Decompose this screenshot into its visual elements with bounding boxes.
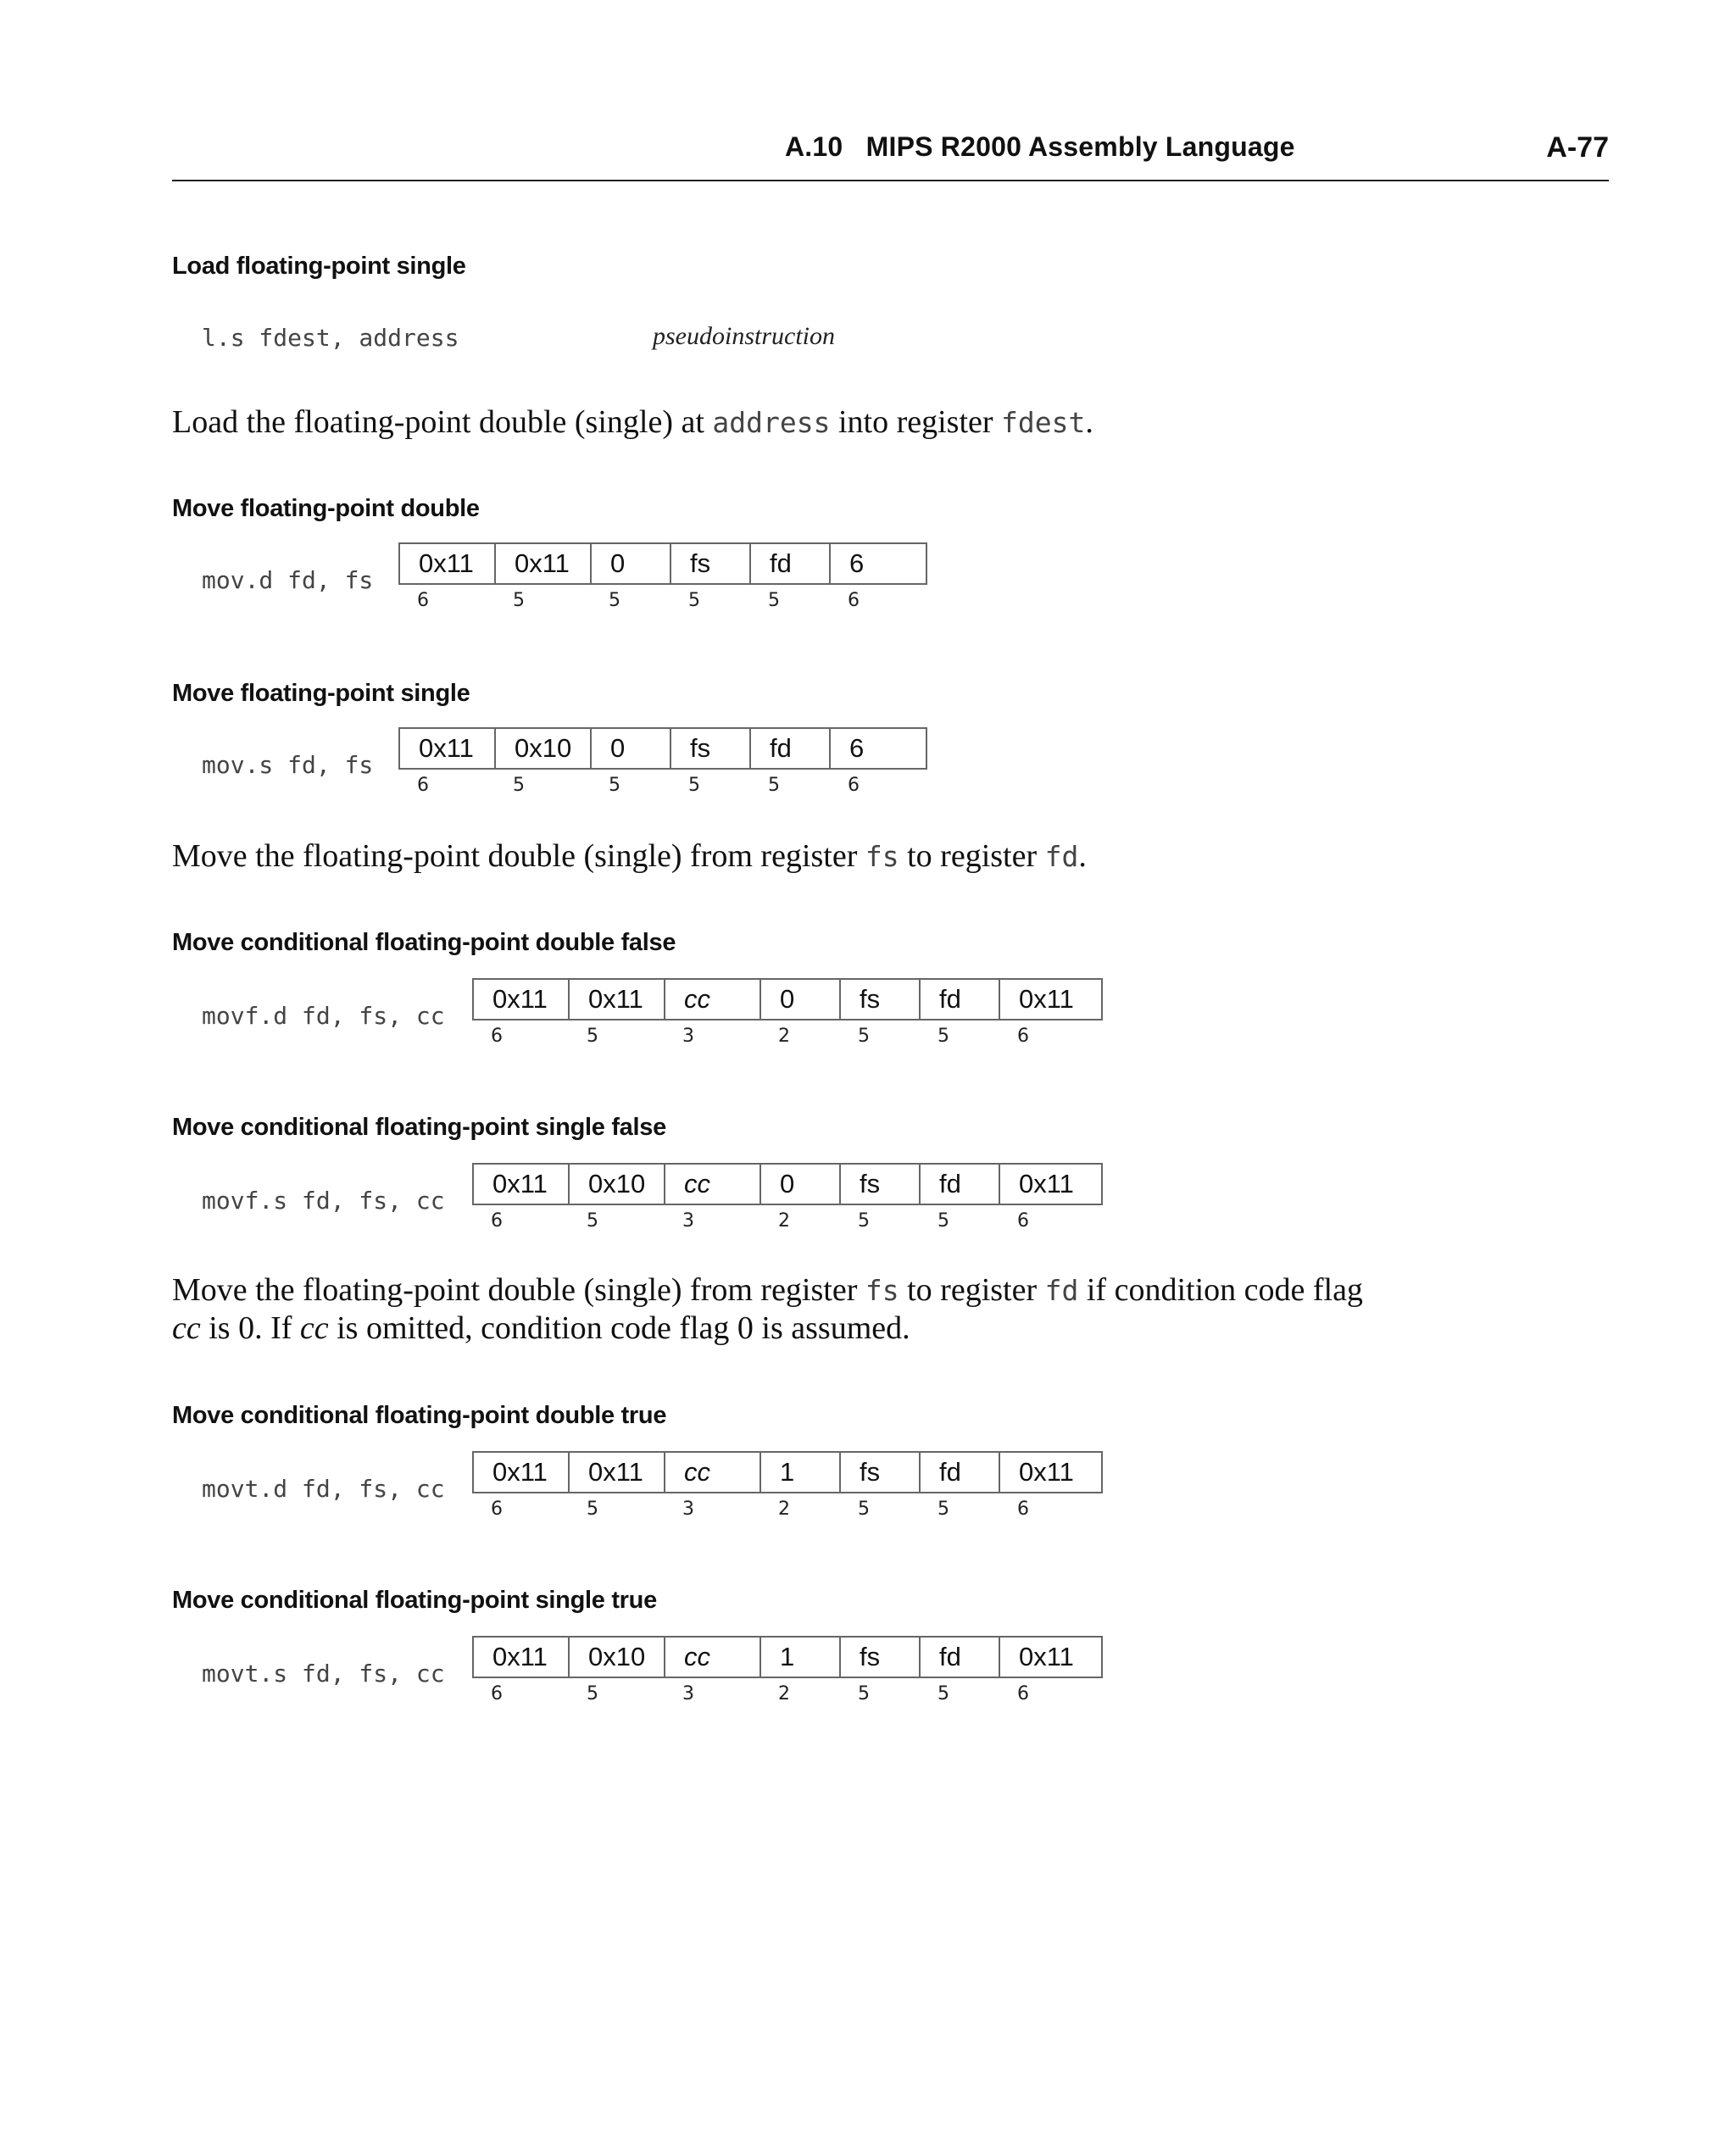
bit-width: 5 [858,1026,870,1047]
bit-widths [398,775,927,796]
bit-width: 5 [688,775,700,796]
bit-widths [472,1026,1103,1047]
field-fd: fd [750,543,830,584]
mov-s-encoding [398,727,927,796]
field-fs: fs [840,1164,920,1204]
bit-width: 6 [1017,1026,1029,1047]
bit-width: 6 [491,1499,503,1520]
movf-s-encoding [472,1163,1103,1232]
bit-width: 6 [848,775,860,796]
encoding-table [398,727,927,770]
bit-width: 5 [768,775,780,796]
field-funct: 6 [830,543,926,584]
encoding-table [472,978,1103,1020]
bit-width: 5 [688,590,700,611]
bit-width: 3 [682,1499,694,1520]
field-ft: 0 [591,543,670,584]
bit-width: 5 [587,1210,598,1232]
field-funct: 0x11 [999,1452,1102,1493]
field-fmt: 0x10 [569,1164,665,1204]
field-fd: fd [920,1452,999,1493]
bit-width: 5 [938,1026,949,1047]
bit-width: 5 [587,1026,598,1047]
field-fmt: 0x11 [569,979,665,1020]
bit-width: 5 [609,775,620,796]
bit-width: 3 [682,1683,694,1704]
bit-width: 5 [513,590,525,611]
movf-s-syntax: movf.s fd, fs, cc [202,1187,445,1215]
bit-width: 5 [609,590,620,611]
field-opcode: 0x11 [473,1452,569,1493]
field-opcode: 0x11 [473,979,569,1020]
bit-width: 5 [938,1499,949,1520]
field-opcode: 0x11 [399,728,495,769]
bit-width: 5 [858,1683,870,1704]
field-opcode: 0x11 [473,1637,569,1677]
field-fmt: 0x10 [569,1637,665,1677]
encoding-table [472,1636,1103,1678]
movf-d-heading: Move conditional floating-point double false [172,929,676,956]
move-description: Move the floating-point double (single) from register fs to register fd. [172,838,1087,874]
encoding-table [472,1163,1103,1205]
bit-width: 6 [848,590,860,611]
bit-width: 2 [778,1683,790,1704]
field-tf: 0 [760,979,840,1020]
bit-width: 6 [1017,1683,1029,1704]
field-fd: fd [920,1637,999,1677]
bit-width: 5 [938,1683,949,1704]
field-fmt: 0x11 [495,543,591,584]
bit-width: 5 [938,1210,949,1232]
encoding-table [472,1451,1103,1493]
field-ft: 0 [591,728,670,769]
field-fd: fd [920,979,999,1020]
movf-s-heading: Move conditional floating-point single false [172,1114,666,1141]
bit-width: 6 [491,1683,503,1704]
field-fd: fd [920,1164,999,1204]
movt-s-heading: Move conditional floating-point single true [172,1587,657,1614]
load-description: Load the floating-point double (single) at address into register fdest. [172,404,1093,440]
bit-width: 5 [587,1683,598,1704]
bit-widths [472,1210,1103,1232]
bit-width: 6 [491,1026,503,1047]
mov-d-encoding [398,542,927,611]
field-tf: 1 [760,1637,840,1677]
bit-widths [398,590,927,611]
mov-d-heading: Move floating-point double [172,495,480,522]
field-fd: fd [750,728,830,769]
field-funct: 0x11 [999,979,1102,1020]
field-opcode: 0x11 [473,1164,569,1204]
load-single-heading: Load floating-point single [172,253,466,280]
field-fs: fs [670,728,750,769]
bit-widths [472,1683,1103,1704]
bit-width: 6 [491,1210,503,1232]
load-single-syntax: l.s fdest, address [202,324,459,352]
field-cc: cc [665,1164,760,1204]
movf-d-encoding [472,978,1103,1047]
field-fs: fs [840,1452,920,1493]
field-cc: cc [665,1637,760,1677]
bit-width: 6 [417,590,429,611]
movt-s-syntax: movt.s fd, fs, cc [202,1660,445,1688]
field-tf: 1 [760,1452,840,1493]
field-tf: 0 [760,1164,840,1204]
movt-d-syntax: movt.d fd, fs, cc [202,1475,445,1503]
bit-width: 5 [513,775,525,796]
field-funct: 6 [830,728,926,769]
field-cc: cc [665,979,760,1020]
bit-width: 3 [682,1210,694,1232]
field-funct: 0x11 [999,1637,1102,1677]
field-funct: 0x11 [999,1164,1102,1204]
mov-d-syntax: mov.d fd, fs [202,566,374,594]
movt-d-heading: Move conditional floating-point double true [172,1402,667,1429]
bit-width: 2 [778,1499,790,1520]
running-header-title: A.10 MIPS R2000 Assembly Language [785,131,1295,162]
bit-width: 5 [858,1499,870,1520]
bit-width: 5 [858,1210,870,1232]
mov-s-heading: Move floating-point single [172,680,470,707]
bit-width: 2 [778,1210,790,1232]
field-fmt: 0x10 [495,728,591,769]
bit-width: 2 [778,1026,790,1047]
bit-width: 3 [682,1026,694,1047]
movt-d-encoding [472,1451,1103,1520]
bit-widths [472,1499,1103,1520]
header-rule [172,180,1609,181]
field-fs: fs [840,1637,920,1677]
field-fs: fs [840,979,920,1020]
bit-width: 5 [587,1499,598,1520]
encoding-table [398,542,927,585]
field-opcode: 0x11 [399,543,495,584]
field-fmt: 0x11 [569,1452,665,1493]
mov-s-syntax: mov.s fd, fs [202,751,374,779]
movt-s-encoding [472,1636,1103,1704]
conditional-move-description: Move the floating-point double (single) from register fs to register fd if condition code flag cc is 0. If cc is omitted, condition code flag 0 is assumed. [172,1272,1363,1346]
bit-width: 5 [768,590,780,611]
field-fs: fs [670,543,750,584]
bit-width: 6 [1017,1499,1029,1520]
page-number: A-77 [1546,131,1609,164]
field-cc: cc [665,1452,760,1493]
movf-d-syntax: movf.d fd, fs, cc [202,1002,445,1030]
bit-width: 6 [417,775,429,796]
pseudoinstruction-note: pseudoinstruction [653,322,835,350]
bit-width: 6 [1017,1210,1029,1232]
